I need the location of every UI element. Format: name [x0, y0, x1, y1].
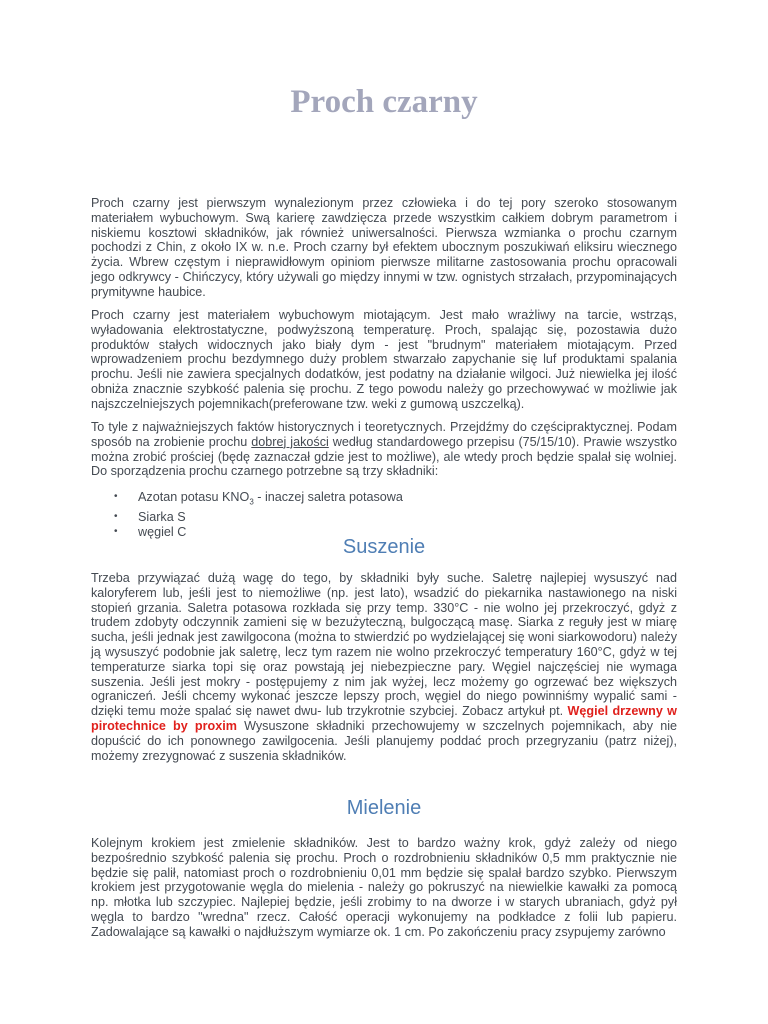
- paragraph-drying: Trzeba przywiązać dużą wagę do tego, by składniki były suche. Saletrę najlepiej wysuszyć nad kaloryferem lub, jeśli jest to niemożliwe (np. jest lato), wsadzić do piekarnika nastawionego na niski stopień grzania. Saletra potasowa rozkłada się przy temp. 330°C - nie wolno jej przekroczyć, gdyż z trudem zdobyty odczynnik zamieni się w bezużyteczną, bulgoczącą masę. Siarka z reguły jest w miarę sucha, jeśli jednak jest zawilgocona (można to stwierdzić po wydzielającej się woni siarkowodoru) należy ją wysuszyć podobnie jak saletrę, lecz tym razem nie wolno przekroczyć temperatury 160°C, gdyż w tej temperaturze siarka topi się oraz powstają jej niebezpieczne pary. Węgiel najczęściej nie wymaga suszenia. Jeśli jest mokry - postępujemy z nim jak wyżej, lecz możemy go ogrzewać bez większych ograniczeń. Jeśli chcemy wykonać jeszcze lepszy proch, węgiel do niego powinniśmy wypalić sami - dzięki temu może spalać się nawet dwu- lub trzykrotnie szybciej. Zobacz artykuł pt. Węgiel drzewny w pirotechnice by proxim Wysuszone składniki przechowujemy w szczelnych pojemnikach, aby nie dopuścić do ich ponownego zawilgocenia. Jeśli planujemy poddać proch przegryzaniu (patrz niżej), możemy zrezygnować z suszenia składników.: [91, 571, 678, 763]
- bullet-icon: •: [114, 526, 118, 538]
- list-item: • Azotan potasu $KNO_3$ - inaczej saletra potasowa: [114, 490, 403, 507]
- bullet-icon: •: [114, 511, 118, 523]
- list-item: • Siarka S: [114, 510, 186, 525]
- paragraph-recipe: [91, 420, 677, 479]
- paragraph-properties: Proch czarny jest materiałem wybuchowym miotającym. Jest mało wrażliwy na tarcie, wstrząs, wyładowania elektrostatyczne, podwyższoną temperaturę. Proch, spalając się, pozostawia dużo produktów stałych widocznych jako biały dym - jest "brudnym" materiałem miotającym. Przed wprowadzeniem prochu bezdymnego duży problem stwarzało zapychanie się luf produktami spalania prochu. Jeśli nie zawiera specjalnych dodatków, jest podatny na działanie wilgoci. Już niewielka jej ilość obniża znacznie szybkość palenia się prochu. Z tego powodu należy go przechowywać w możliwie jak najszczelniejszych pojemnikach(preferowane tzw. weki z gumową uszczelką).: [91, 308, 677, 411]
- page-title: Proch czarny: [290, 84, 478, 120]
- paragraph-intro: Proch czarny jest pierwszym wynalezionym przez człowieka i do tej pory szeroko stosowanym materiałem wybuchowym. Swą karierę zawdzięcza przede wszystkim całkiem dobrym parametrom i niskiemu kosztowi składników, jak również uniwersalności. Pierwsza wzmianka o prochu czarnym pochodzi z Chin, z około IX w. n.e. Proch czarny był efektem ubocznym poszukiwań eliksiru wiecznego życia. Wbrew częstym i nieprawidłowym opiniom pierwsze militarne zastosowania prochu opracowali jego odkrywcy - Chińczycy, który używali go między innymi w tzw. ognistych strzałach, przypominających prymitywne haubice.: [91, 196, 677, 299]
- section-heading-mielenie: Mielenie: [346, 797, 422, 819]
- bullet-icon: •: [114, 491, 118, 502]
- recipe-text-a: To tyle z najważniejszych faktów historycznych i teoretycznych. Przejdźmy do częścipraktycznej. Podam sposób na zrobienie prochu: [91, 420, 677, 449]
- ingredient-list: [112, 490, 403, 540]
- paragraph-grinding: Kolejnym krokiem jest zmielenie składników. Jest to bardzo ważny krok, gdyż zależy od niego bezpośrednio szybkość palenia się prochu. Proch o rozdrobnieniu składników 0,5 mm praktycznie nie będzie się palił, natomiast proch o rozdrobnieniu 0,01 mm będzie się spalał bardzo szybko. Pierwszym krokiem jest przygotowanie węgla do mielenia - należy go pokruszyć na niewielkie kawałki za pomocą np. młotka lub szczypiec. Najlepiej będzie, jeśli zrobimy to na dworze i w starych ubraniach, gdyż pył węgla to bardzo "wredna" rzecz. Całość operacji wykonujemy na podkładce z folii lub papieru. Zadowalające są kawałki o najdłuższym wymiarze ok. 1 cm. Po zakończeniu pracy zsypujemy zarówno: [91, 836, 677, 939]
- recipe-text-b: według standardowego przepisu (75/15/10). Prawie wszystko można zrobić prościej (będę zaznaczał gdzie jest to możliwe), ale wtedy proch będzie spalał się wolniej. Do sporządzenia prochu czarnego potrzebne są trzy składniki:: [91, 434, 677, 479]
- article-link[interactable]: Węgiel drzewny w pirotechnice by proxim: [91, 704, 677, 733]
- section-heading-suszenie: Suszenie: [342, 536, 426, 558]
- list-item: • węgiel C: [114, 525, 187, 540]
- quality-link[interactable]: dobrej jakości: [251, 434, 329, 449]
